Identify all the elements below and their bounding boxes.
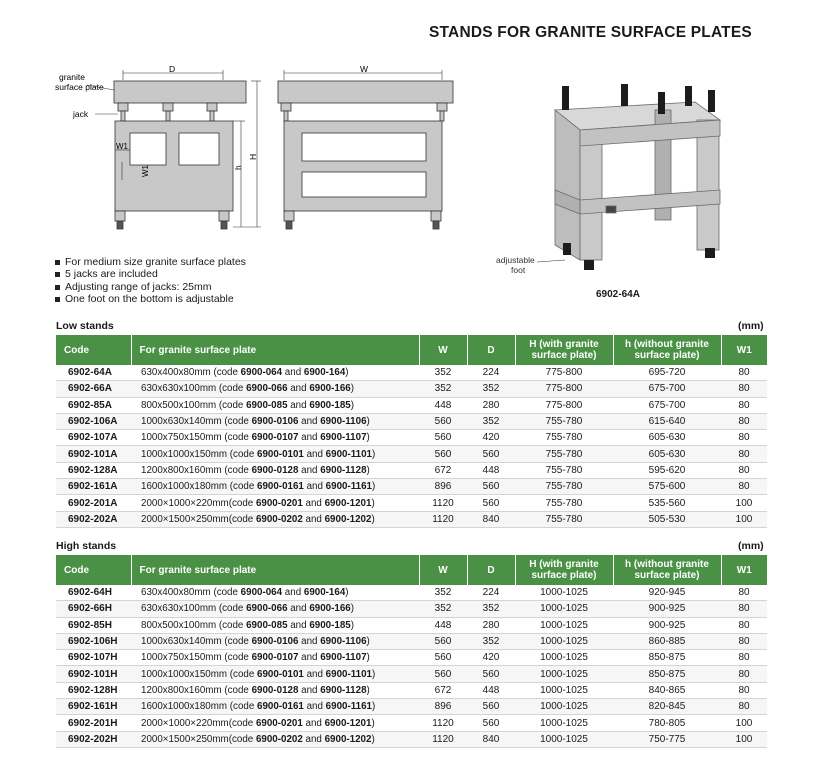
cell-code: 6902-201H bbox=[56, 715, 131, 731]
feature-item: Adjusting range of jacks: 25mm bbox=[55, 281, 246, 293]
cell-w: 352 bbox=[419, 365, 467, 381]
plate-label-line2: surface plate bbox=[55, 82, 104, 92]
cell-h-without: 920-945 bbox=[613, 585, 721, 601]
cell-h-with: 755-780 bbox=[515, 462, 613, 478]
cell-h-without: 615-640 bbox=[613, 413, 721, 429]
header-w1: W1 bbox=[721, 335, 767, 365]
header-h-without: h (without granite surface plate) bbox=[613, 555, 721, 585]
feature-list bbox=[55, 256, 246, 305]
table-row bbox=[56, 365, 767, 381]
table-row bbox=[56, 666, 767, 682]
table-row bbox=[56, 413, 767, 429]
cell-w1: 80 bbox=[721, 617, 767, 633]
low-stands-label: Low stands bbox=[56, 320, 114, 332]
cell-d: 280 bbox=[467, 617, 515, 633]
cell-code: 6902-101H bbox=[56, 666, 131, 682]
cell-h-without: 675-700 bbox=[613, 397, 721, 413]
cell-h-without: 675-700 bbox=[613, 381, 721, 397]
cell-h-with: 755-780 bbox=[515, 495, 613, 511]
cell-h-with: 1000-1025 bbox=[515, 731, 613, 747]
adjustable-foot-label-line1: adjustable bbox=[496, 255, 535, 265]
cell-w: 560 bbox=[419, 413, 467, 429]
cell-w1: 80 bbox=[721, 682, 767, 698]
cell-w1: 80 bbox=[721, 666, 767, 682]
table-row bbox=[56, 682, 767, 698]
header-w1: W1 bbox=[721, 555, 767, 585]
header-d: D bbox=[467, 555, 515, 585]
table-row bbox=[56, 511, 767, 527]
cell-d: 352 bbox=[467, 633, 515, 649]
cell-h-without: 840-865 bbox=[613, 682, 721, 698]
cell-w1: 80 bbox=[721, 446, 767, 462]
cell-w1: 80 bbox=[721, 397, 767, 413]
cell-plate: 2000×1500×250mm(code 6900-0202 and 6900-1202) bbox=[131, 511, 419, 527]
cell-w: 448 bbox=[419, 617, 467, 633]
cell-code: 6902-85H bbox=[56, 617, 131, 633]
cell-plate: 1000x750x150mm (code 6900-0107 and 6900-1107) bbox=[131, 430, 419, 446]
cell-code: 6902-107A bbox=[56, 430, 131, 446]
dim-w-label: W bbox=[360, 64, 369, 74]
stand-dimension-diagram bbox=[55, 62, 475, 247]
cell-d: 352 bbox=[467, 413, 515, 429]
table-row bbox=[56, 446, 767, 462]
cell-plate: 630x630x100mm (code 6900-066 and 6900-166) bbox=[131, 381, 419, 397]
cell-w: 1120 bbox=[419, 495, 467, 511]
cell-h-with: 1000-1025 bbox=[515, 633, 613, 649]
side-view bbox=[278, 81, 453, 229]
cell-h-with: 1000-1025 bbox=[515, 682, 613, 698]
header-h-with: H (with granite surface plate) bbox=[515, 555, 613, 585]
cell-w1: 100 bbox=[721, 511, 767, 527]
cell-d: 840 bbox=[467, 731, 515, 747]
cell-h-without: 595-620 bbox=[613, 462, 721, 478]
cell-d: 224 bbox=[467, 585, 515, 601]
low-stands-unit: (mm) bbox=[738, 320, 764, 332]
cell-w: 560 bbox=[419, 430, 467, 446]
cell-code: 6902-106A bbox=[56, 413, 131, 429]
table-row bbox=[56, 381, 767, 397]
table-header-row bbox=[56, 335, 767, 365]
cell-plate: 630x400x80mm (code 6900-064 and 6900-164) bbox=[131, 365, 419, 381]
cell-d: 448 bbox=[467, 682, 515, 698]
table-row bbox=[56, 479, 767, 495]
cell-code: 6902-64A bbox=[56, 365, 131, 381]
cell-w: 352 bbox=[419, 601, 467, 617]
table-row bbox=[56, 650, 767, 666]
cell-h-with: 1000-1025 bbox=[515, 699, 613, 715]
cell-plate: 1000x1000x150mm (code 6900-0101 and 6900-1101) bbox=[131, 446, 419, 462]
cell-w: 896 bbox=[419, 479, 467, 495]
table-row bbox=[56, 715, 767, 731]
header-h-with: H (with granite surface plate) bbox=[515, 335, 613, 365]
cell-w1: 100 bbox=[721, 715, 767, 731]
cell-code: 6902-161H bbox=[56, 699, 131, 715]
dim-w1-horizontal-label: W1 bbox=[116, 142, 128, 151]
cell-w: 896 bbox=[419, 699, 467, 715]
cell-plate: 2000×1000×220mm(code 6900-0201 and 6900-1201) bbox=[131, 495, 419, 511]
feature-item: One foot on the bottom is adjustable bbox=[55, 293, 246, 305]
cell-h-with: 1000-1025 bbox=[515, 601, 613, 617]
high-stands-label: High stands bbox=[56, 540, 117, 552]
table-row bbox=[56, 601, 767, 617]
cell-code: 6902-85A bbox=[56, 397, 131, 413]
cell-w1: 100 bbox=[721, 495, 767, 511]
cell-w: 560 bbox=[419, 666, 467, 682]
cell-d: 352 bbox=[467, 381, 515, 397]
cell-h-with: 1000-1025 bbox=[515, 715, 613, 731]
cell-plate: 1200x800x160mm (code 6900-0128 and 6900-1128) bbox=[131, 462, 419, 478]
cell-h-without: 750-775 bbox=[613, 731, 721, 747]
dim-w1-vertical-label: W1 bbox=[141, 165, 150, 177]
cell-w: 560 bbox=[419, 633, 467, 649]
granite-plate-front bbox=[114, 81, 246, 103]
cell-code: 6902-201A bbox=[56, 495, 131, 511]
table-row bbox=[56, 462, 767, 478]
cell-h-without: 850-875 bbox=[613, 666, 721, 682]
cell-w: 448 bbox=[419, 397, 467, 413]
feature-item: 5 jacks are included bbox=[55, 268, 246, 280]
cell-w: 1120 bbox=[419, 731, 467, 747]
front-view bbox=[114, 81, 246, 229]
cell-code: 6902-161A bbox=[56, 479, 131, 495]
cell-h-with: 1000-1025 bbox=[515, 585, 613, 601]
granite-plate-side bbox=[278, 81, 453, 103]
header-w: W bbox=[419, 555, 467, 585]
header-plate: For granite surface plate bbox=[131, 555, 419, 585]
cell-plate: 630x400x80mm (code 6900-064 and 6900-164) bbox=[131, 585, 419, 601]
cell-h-without: 505-530 bbox=[613, 511, 721, 527]
cell-h-with: 1000-1025 bbox=[515, 617, 613, 633]
plate-label-line1: granite bbox=[59, 72, 85, 82]
cell-d: 224 bbox=[467, 365, 515, 381]
cell-h-with: 775-800 bbox=[515, 365, 613, 381]
cell-d: 560 bbox=[467, 446, 515, 462]
page-title: STANDS FOR GRANITE SURFACE PLATES bbox=[429, 24, 752, 41]
dim-d-label: D bbox=[169, 64, 176, 74]
cell-h-without: 535-560 bbox=[613, 495, 721, 511]
cell-h-with: 755-780 bbox=[515, 413, 613, 429]
cell-w1: 100 bbox=[721, 731, 767, 747]
cell-h-with: 755-780 bbox=[515, 430, 613, 446]
cell-h-without: 900-925 bbox=[613, 601, 721, 617]
cell-code: 6902-202H bbox=[56, 731, 131, 747]
cell-h-without: 820-845 bbox=[613, 699, 721, 715]
cell-code: 6902-128H bbox=[56, 682, 131, 698]
cell-code: 6902-128A bbox=[56, 462, 131, 478]
cell-code: 6902-107H bbox=[56, 650, 131, 666]
cell-w1: 80 bbox=[721, 479, 767, 495]
table-row bbox=[56, 731, 767, 747]
cell-code: 6902-101A bbox=[56, 446, 131, 462]
stand-product-photo bbox=[495, 80, 755, 290]
high-stands-table bbox=[56, 555, 767, 748]
cell-plate: 1000x630x140mm (code 6900-0106 and 6900-1106) bbox=[131, 413, 419, 429]
cell-plate: 1600x1000x180mm (code 6900-0161 and 6900-1161) bbox=[131, 479, 419, 495]
cell-plate: 800x500x100mm (code 6900-085 and 6900-185) bbox=[131, 617, 419, 633]
cell-w1: 80 bbox=[721, 699, 767, 715]
table-row bbox=[56, 430, 767, 446]
cell-plate: 1600x1000x180mm (code 6900-0161 and 6900-1161) bbox=[131, 699, 419, 715]
table-header-row bbox=[56, 555, 767, 585]
photo-model-label: 6902-64A bbox=[596, 289, 640, 300]
cell-w1: 80 bbox=[721, 462, 767, 478]
table-row bbox=[56, 617, 767, 633]
table-row bbox=[56, 585, 767, 601]
cell-w1: 80 bbox=[721, 585, 767, 601]
header-plate: For granite surface plate bbox=[131, 335, 419, 365]
table-row bbox=[56, 495, 767, 511]
cell-w: 352 bbox=[419, 585, 467, 601]
table-row bbox=[56, 633, 767, 649]
cell-h-without: 575-600 bbox=[613, 479, 721, 495]
dim-h-big-label: H bbox=[248, 153, 258, 160]
cell-plate: 1000x750x150mm (code 6900-0107 and 6900-1107) bbox=[131, 650, 419, 666]
feature-item: For medium size granite surface plates bbox=[55, 256, 246, 268]
cell-plate: 1000x630x140mm (code 6900-0106 and 6900-1106) bbox=[131, 633, 419, 649]
cell-h-without: 850-875 bbox=[613, 650, 721, 666]
cell-h-with: 775-800 bbox=[515, 381, 613, 397]
cell-plate: 2000×1000×220mm(code 6900-0201 and 6900-1201) bbox=[131, 715, 419, 731]
cell-plate: 1200x800x160mm (code 6900-0128 and 6900-1128) bbox=[131, 682, 419, 698]
cell-code: 6902-202A bbox=[56, 511, 131, 527]
cell-plate: 1000x1000x150mm (code 6900-0101 and 6900-1101) bbox=[131, 666, 419, 682]
cell-h-without: 695-720 bbox=[613, 365, 721, 381]
cell-plate: 2000×1500×250mm(code 6900-0202 and 6900-1202) bbox=[131, 731, 419, 747]
cell-code: 6902-66A bbox=[56, 381, 131, 397]
high-stands-unit: (mm) bbox=[738, 540, 764, 552]
cell-w: 352 bbox=[419, 381, 467, 397]
cell-plate: 800x500x100mm (code 6900-085 and 6900-185) bbox=[131, 397, 419, 413]
cell-w1: 80 bbox=[721, 650, 767, 666]
table-row bbox=[56, 699, 767, 715]
cell-d: 560 bbox=[467, 699, 515, 715]
cell-d: 560 bbox=[467, 666, 515, 682]
cell-d: 448 bbox=[467, 462, 515, 478]
cell-d: 280 bbox=[467, 397, 515, 413]
adjustable-foot-label-line2: foot bbox=[511, 265, 526, 275]
cell-d: 420 bbox=[467, 430, 515, 446]
cell-h-without: 605-630 bbox=[613, 430, 721, 446]
cell-h-without: 780-805 bbox=[613, 715, 721, 731]
cell-h-with: 755-780 bbox=[515, 511, 613, 527]
dim-h-small-label: h bbox=[233, 165, 243, 170]
header-code: Code bbox=[56, 555, 131, 585]
cell-h-with: 775-800 bbox=[515, 397, 613, 413]
header-code: Code bbox=[56, 335, 131, 365]
cell-d: 420 bbox=[467, 650, 515, 666]
cell-d: 352 bbox=[467, 601, 515, 617]
cell-w1: 80 bbox=[721, 381, 767, 397]
cell-w: 1120 bbox=[419, 715, 467, 731]
cell-plate: 630x630x100mm (code 6900-066 and 6900-166) bbox=[131, 601, 419, 617]
cell-w1: 80 bbox=[721, 365, 767, 381]
cell-h-without: 605-630 bbox=[613, 446, 721, 462]
cell-h-with: 1000-1025 bbox=[515, 650, 613, 666]
cell-h-with: 1000-1025 bbox=[515, 666, 613, 682]
cell-h-without: 860-885 bbox=[613, 633, 721, 649]
header-d: D bbox=[467, 335, 515, 365]
cell-w1: 80 bbox=[721, 430, 767, 446]
cell-d: 560 bbox=[467, 479, 515, 495]
header-w: W bbox=[419, 335, 467, 365]
cell-w: 560 bbox=[419, 650, 467, 666]
cell-w1: 80 bbox=[721, 601, 767, 617]
cell-h-without: 900-925 bbox=[613, 617, 721, 633]
cell-w1: 80 bbox=[721, 633, 767, 649]
cell-h-with: 755-780 bbox=[515, 446, 613, 462]
cell-d: 560 bbox=[467, 495, 515, 511]
cell-w: 672 bbox=[419, 682, 467, 698]
header-h-without: h (without granite surface plate) bbox=[613, 335, 721, 365]
cell-code: 6902-64H bbox=[56, 585, 131, 601]
low-stands-table bbox=[56, 335, 767, 528]
table-row bbox=[56, 397, 767, 413]
cell-d: 840 bbox=[467, 511, 515, 527]
cell-code: 6902-66H bbox=[56, 601, 131, 617]
jack-label: jack bbox=[73, 109, 89, 119]
cell-h-with: 755-780 bbox=[515, 479, 613, 495]
cell-w: 672 bbox=[419, 462, 467, 478]
cell-w: 1120 bbox=[419, 511, 467, 527]
cell-code: 6902-106H bbox=[56, 633, 131, 649]
cell-d: 560 bbox=[467, 715, 515, 731]
cell-w: 560 bbox=[419, 446, 467, 462]
cell-w1: 80 bbox=[721, 413, 767, 429]
